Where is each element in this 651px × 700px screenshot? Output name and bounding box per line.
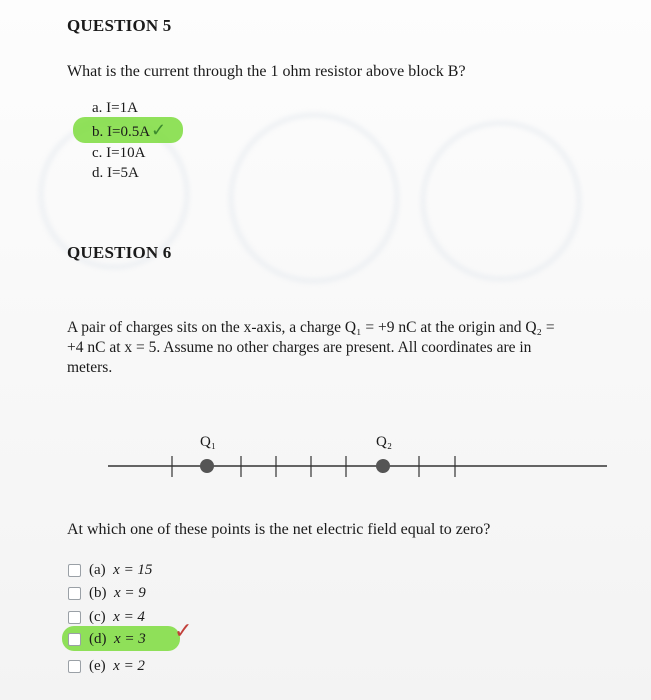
checkbox[interactable]	[68, 660, 81, 673]
checkmark-icon-red: ✓	[174, 618, 193, 643]
q6-option-a-letter: (a)	[89, 562, 106, 578]
checkbox[interactable]	[68, 633, 81, 646]
q6-option-a-value: x = 15	[113, 562, 153, 578]
q6-option-a[interactable]	[68, 559, 152, 581]
checkbox[interactable]	[68, 564, 81, 577]
question-6-body-line-2: +4 nC at x = 5. Assume no other charges are present. All coordinates are in	[67, 339, 532, 356]
question-6-body-line-1: A pair of charges sits on the x-axis, a charge Q₁ = +9 nC at the origin and Q₂ =	[67, 319, 555, 336]
charge-q1-label: Q₁	[200, 434, 217, 450]
checkbox[interactable]	[68, 587, 81, 600]
charge-q1-dot	[200, 459, 214, 473]
q6-option-e-value: x = 2	[113, 658, 145, 674]
question-6-prompt: At which one of these points is the net electric field equal to zero?	[67, 521, 491, 538]
q6-option-b-letter: (b)	[89, 585, 107, 601]
question-6-body-line-3: meters.	[67, 359, 113, 376]
q6-option-e-letter: (e)	[89, 658, 106, 674]
q6-option-d[interactable]	[68, 628, 146, 650]
q6-option-d-value: x = 3	[114, 631, 146, 647]
q6-option-c[interactable]	[68, 606, 145, 628]
q5-option-d-label: d. I=5A	[92, 165, 139, 181]
q5-option-c-label: c. I=10A	[92, 145, 146, 161]
question-5-heading: QUESTION 5	[67, 16, 172, 35]
question-5-prompt: What is the current through the 1 ohm resistor above block B?	[67, 63, 466, 80]
charge-q2-dot	[376, 459, 390, 473]
q5-option-a-label: a. I=1A	[92, 100, 138, 116]
q6-option-c-value: x = 4	[113, 609, 145, 625]
question-6-heading: QUESTION 6	[67, 243, 172, 262]
q6-option-b[interactable]	[68, 582, 146, 604]
q6-option-e[interactable]	[68, 655, 145, 677]
q6-option-c-letter: (c)	[89, 609, 106, 625]
q6-option-d-letter: (d)	[89, 631, 107, 647]
checkmark-icon: ✓	[151, 120, 167, 140]
charge-q2-label: Q₂	[376, 434, 393, 450]
checkbox[interactable]	[68, 611, 81, 624]
q6-option-b-value: x = 9	[114, 585, 146, 601]
q5-option-b-label: b. I=0.5A	[92, 124, 151, 140]
